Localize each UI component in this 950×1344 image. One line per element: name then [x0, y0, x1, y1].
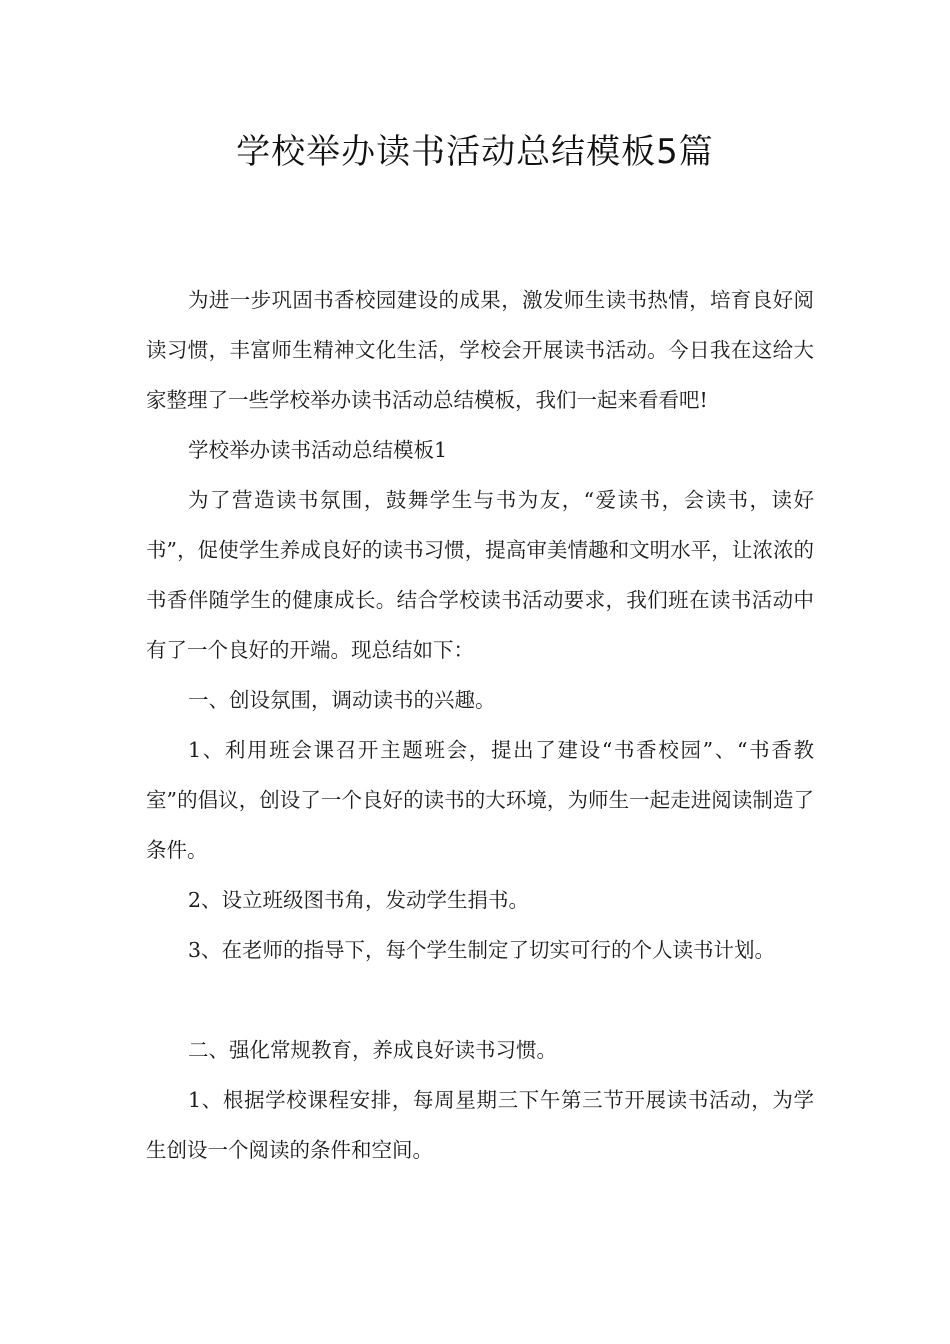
list-item-class-meeting: 1、利用班会课召开主题班会，提出了建设“书香校园”、“书香教室”的倡议，创设了一个良好的读书的大环境，为师生一起走进阅读制造了条件。	[146, 738, 814, 862]
intro-paragraph: 为进一步巩固书香校园建设的成果，激发师生读书热情，培育良好阅读习惯，丰富师生精神文化生活，学校会开展读书活动。今日我在这给大家整理了一些学校举办读书活动总结模板，我们一起来看看吧!	[146, 288, 814, 412]
document-body	[146, 275, 814, 1175]
subheading-create-atmosphere: 一、创设氛围，调动读书的兴趣。	[188, 688, 496, 712]
subheading-strengthen-routine: 二、强化常规教育，养成良好读书习惯。	[188, 1038, 557, 1062]
list-item-book-corner: 2、设立班级图书角，发动学生捐书。	[188, 888, 530, 912]
list-item-weekly-reading: 1、根据学校课程安排，每周星期三下午第三节开展读书活动，为学生创设一个阅读的条件和空间。	[146, 1088, 814, 1162]
section-heading-template-1: 学校举办读书活动总结模板1	[188, 438, 448, 462]
document-title: 学校举办读书活动总结模板5篇	[236, 132, 714, 172]
template-1-intro-paragraph: 为了营造读书氛围，鼓舞学生与书为友，“爱读书，会读书，读好书”，促使学生养成良好的读书习惯，提高审美情趣和文明水平，让浓浓的书香伴随学生的健康成长。结合学校读书活动要求，我们班在读书活动中有了一个良好的开端。现总结如下：	[146, 488, 814, 662]
paragraph-gap	[146, 975, 814, 1025]
list-item-reading-plan: 3、在老师的指导下，每个学生制定了切实可行的个人读书计划。	[188, 938, 776, 962]
